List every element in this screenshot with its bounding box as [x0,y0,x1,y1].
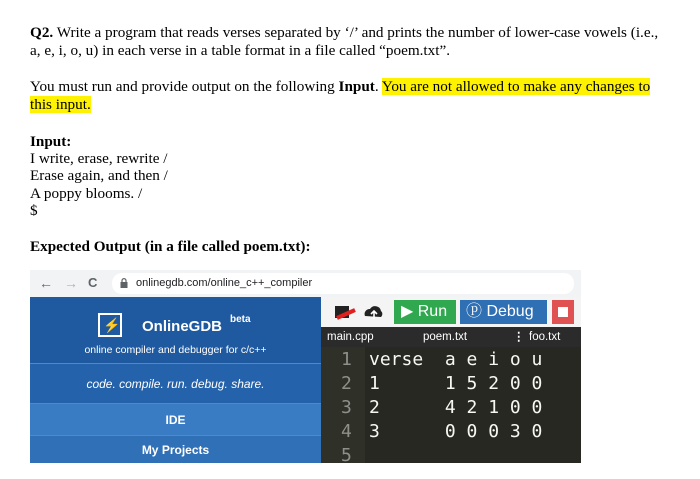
sidebar [30,297,321,463]
instruction-highlight-2: this input. [30,96,91,113]
forward-arrow-icon: → [64,275,78,291]
address-bar [112,273,574,294]
instruction-post: . [374,78,382,95]
question-line-2: a, e, i, o, u) in each verse in a table format in a file called “poem.txt”. [30,42,451,59]
line-number: 4 [341,421,352,442]
instruction-highlight-1: You are not allowed to make any changes to [381,78,651,95]
instruction-line-1 [30,78,650,96]
sidebar-item-my-projects: My Projects [30,435,321,463]
code-line: 2 4 2 1 0 0 [369,397,543,418]
input-line-3: A poppy blooms. / [30,185,143,202]
line-number: 2 [341,373,352,394]
line-number: 5 [341,445,352,463]
lock-icon [120,278,128,288]
instruction-pre: You must run and provide output on the following [30,78,339,95]
code-area [321,347,581,463]
tab-poem-txt: poem.txt [423,331,468,343]
run-button [394,300,456,324]
back-arrow-icon: ← [39,275,53,291]
code-line: 1 1 5 2 0 0 [369,373,543,394]
input-line-2: Erase again, and then / [30,167,168,184]
new-file-icon [333,303,359,321]
question-text-1: Write a program that reads verses separated by ‘/’ and prints the number of lower-case vowels (i.e., [53,24,659,41]
beta-badge: beta [230,314,251,325]
instruction-bold: Input [338,78,375,95]
brand-name: OnlineGDB [142,318,223,335]
upload-icon [361,303,387,321]
instruction-line-2 [30,96,91,114]
debug-button [460,300,547,324]
input-line-1: I write, erase, rewrite / [30,150,168,167]
url-text: onlinegdb.com/online_c++_compiler [136,277,313,289]
debug-label: ⓟ Debug [466,303,534,320]
tab-menu-icon: ⋮ [513,331,525,343]
stop-icon [558,307,568,317]
logo-icon [98,313,122,337]
sidebar-item-ide: IDE [30,403,321,435]
code-line: verse a e i o u [369,349,543,370]
tab-foo-txt: foo.txt [529,331,561,343]
question-line-1 [30,24,658,42]
bolt-icon: ⚡ [103,317,121,333]
line-number: 1 [341,349,352,370]
stop-button [552,300,574,324]
expected-output-heading: Expected Output (in a file called poem.txt): [30,238,311,255]
question-number: Q2. [30,24,54,41]
code-line: 3 0 0 0 3 0 [369,421,543,442]
tab-main-cpp: main.cpp [327,331,374,343]
browser-bar [30,270,581,297]
file-tabs [321,327,581,347]
sidebar-item-slogan: code. compile. run. debug. share. [30,363,321,403]
tagline: online compiler and debugger for c/c++ [84,344,267,356]
editor-toolbar [321,297,581,327]
reload-icon: C [88,275,98,290]
onlinegdb-screenshot [30,270,581,463]
run-label: ▶ Run [401,303,448,320]
input-line-4: $ [30,202,38,219]
line-number: 3 [341,397,352,418]
editor-panel [321,297,581,463]
input-heading: Input: [30,133,72,150]
